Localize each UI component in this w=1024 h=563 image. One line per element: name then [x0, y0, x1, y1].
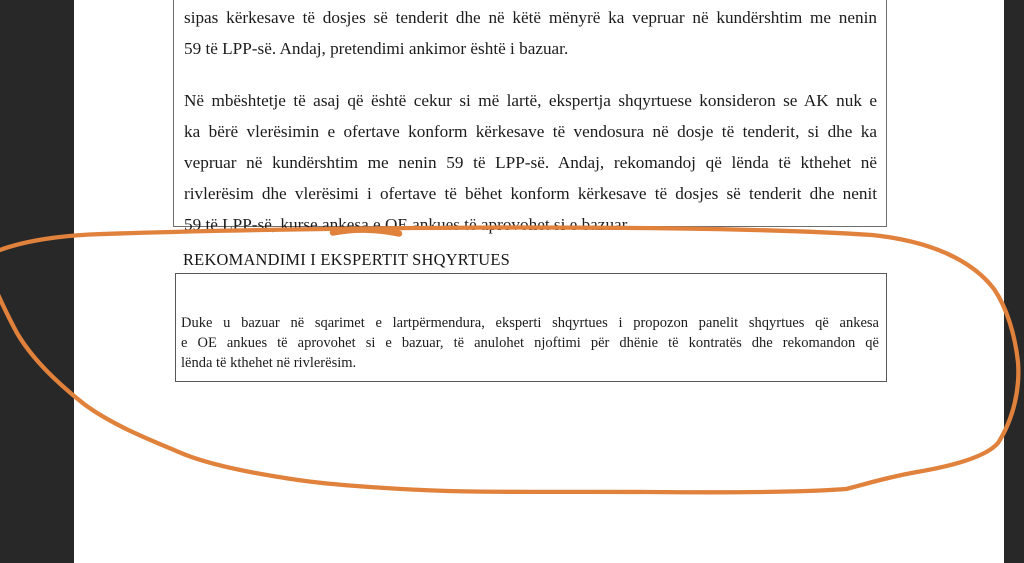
content-box-upper [173, 0, 887, 234]
dark-backdrop-left [0, 0, 74, 563]
text-line: Në mbështetje të asaj që është cekur si më lartë, ekspertja shqyrtuese konsideron se AK nuk e [184, 91, 877, 110]
paragraph [184, 2, 877, 64]
text-line: 59 të LPP-së. Andaj, pretendimi ankimor është i bazuar. [184, 39, 569, 58]
text-line: lënda të kthehet në rivlerësim. [181, 354, 357, 371]
paragraph [181, 314, 879, 373]
text-line: vepruar në kundërshtim me nenin 59 të LPP-së. Andaj, rekomandoj që lënda të kthehet në [184, 153, 877, 172]
section-heading: REKOMANDIMI I EKSPERTIT SHQYRTUES [183, 250, 510, 269]
text-line: e OE ankues të aprovohet si e bazuar, të anulohet njoftimi për dhënie të kontratës dhe rekomandon që [181, 334, 879, 351]
paragraph [184, 85, 877, 240]
text-line: sipas kërkesave të dosjes së tenderit dhe në këtë mënyrë ka vepruar në kundërshtim me nenin [184, 8, 877, 27]
dark-backdrop-right [1004, 0, 1024, 563]
text-line: 59 të LPP-së, kurse ankesa e OE ankues të aprovohet si e bazuar. [184, 215, 631, 234]
text-line: rivlerësim dhe vlerësimi i ofertave të bëhet konform kërkesave të dosjes së tenderit dhe nenit [184, 184, 877, 203]
text-line: ka bërë vlerësimin e ofertave konform kërkesave të vendosura në dosje të tenderit, si dhe ka [184, 122, 877, 141]
text-line: Duke u bazuar në sqarimet e lartpërmendura, eksperti shqyrtues i propozon panelit shqyrtues që ankesa [181, 315, 879, 331]
content-box-lower [175, 273, 887, 382]
